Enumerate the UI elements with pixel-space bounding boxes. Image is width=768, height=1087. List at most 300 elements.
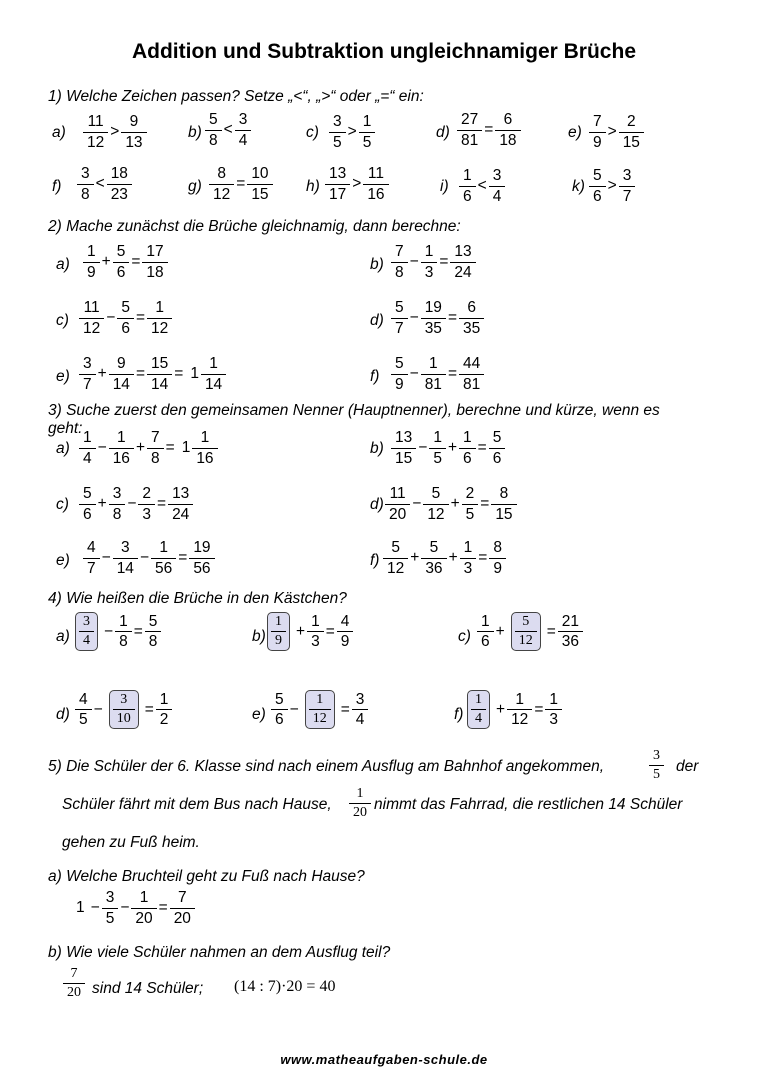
fraction (461, 168, 474, 204)
operator: < (95, 175, 105, 192)
fraction (423, 540, 444, 576)
operator: > (110, 123, 120, 140)
denominator: 8 (109, 504, 126, 523)
numerator: 5 (121, 299, 130, 316)
answer-b-calculation: (14 : 7)·20 = 40 (234, 978, 336, 995)
operator: − (139, 549, 149, 566)
item-label: c) (458, 628, 471, 645)
operator: = (484, 121, 494, 138)
denominator: 4 (489, 186, 506, 205)
question-a: a) Welche Bruchteil geht zu Fuß nach Hause? (48, 868, 365, 885)
numerator: 4 (79, 690, 88, 708)
denominator: 8 (77, 184, 94, 203)
problem-text-line-1-end: der (676, 758, 699, 775)
fraction (158, 692, 171, 728)
denominator: 9 (391, 374, 408, 393)
fraction (81, 486, 94, 522)
operator: = (236, 175, 246, 192)
numerator: 13 (329, 165, 347, 182)
denominator: 20 (131, 908, 156, 927)
numerator: 3 (492, 167, 502, 184)
whole-number: 1 (181, 439, 191, 456)
numerator: 1 (209, 355, 218, 372)
numerator: 3 (105, 889, 115, 906)
numerator: 1 (515, 690, 524, 708)
fraction (309, 614, 322, 650)
item-label: a) (56, 256, 70, 273)
denominator: 15 (619, 132, 644, 151)
denominator: 8 (145, 631, 162, 650)
operator: = (133, 622, 143, 640)
fraction-seven-twentieths: $\frac{7}{20}$ (64, 966, 84, 1000)
numerator: 1 (87, 243, 96, 260)
denominator: 14 (113, 558, 138, 577)
answer-box (267, 612, 290, 651)
denominator: 12 (507, 709, 532, 728)
item-label: a) (56, 440, 70, 457)
numerator: 3 (81, 165, 90, 182)
fraction (111, 356, 132, 392)
fraction (339, 614, 352, 650)
operator: = (447, 309, 457, 326)
equation (84, 244, 167, 280)
operator: = (174, 365, 184, 382)
denominator: 8 (391, 262, 408, 281)
fraction (81, 430, 94, 466)
numerator: 2 (142, 485, 151, 502)
operator: − (127, 495, 137, 512)
numerator: 9 (117, 355, 126, 372)
numerator: 1 (159, 690, 169, 708)
fraction (211, 166, 232, 202)
item-label: i) (440, 178, 449, 195)
denominator: 3 (421, 262, 438, 281)
operator: = (480, 495, 490, 512)
denominator: 23 (107, 184, 132, 203)
equation (392, 430, 504, 466)
denominator: 4 (79, 448, 96, 467)
comparison-expression (78, 166, 131, 202)
numerator: 4 (87, 539, 96, 556)
numerator: 13 (172, 485, 190, 502)
numerator: 3 (238, 111, 248, 128)
numerator: 5 (395, 355, 404, 372)
denominator: 24 (450, 262, 475, 281)
fraction (149, 430, 162, 466)
section-4-heading: 4) Wie heißen die Brüche in den Kästchen? (48, 590, 347, 607)
numerator: 1 (429, 355, 438, 372)
denominator: 7 (83, 558, 100, 577)
denominator: 18 (142, 262, 167, 281)
fraction (493, 486, 514, 522)
fraction (85, 114, 106, 150)
operator: = (131, 253, 141, 270)
fraction (393, 430, 414, 466)
fraction (140, 486, 153, 522)
fraction (560, 614, 581, 650)
numerator: 5 (593, 167, 602, 184)
fraction (207, 112, 220, 148)
numerator: 13 (454, 243, 472, 260)
fraction (461, 430, 474, 466)
comparison-expression (590, 168, 634, 204)
comparison-expression (206, 112, 250, 148)
denominator: 16 (363, 184, 388, 203)
denominator: 4 (471, 709, 486, 726)
item-label: g) (188, 178, 202, 195)
page-title: Addition und Subtraktion ungleichnamiger Brüche (131, 40, 636, 63)
numerator: 15 (151, 355, 169, 372)
numerator: 17 (146, 243, 164, 260)
numerator: 1 (463, 429, 472, 446)
denominator: 12 (383, 558, 408, 577)
fraction (423, 356, 444, 392)
operator: = (135, 365, 145, 382)
denominator: 12 (79, 318, 104, 337)
denominator: 6 (113, 262, 130, 281)
numerator: 1 (311, 612, 320, 630)
denominator: 15 (391, 448, 416, 467)
answer-box (511, 612, 541, 651)
operator: − (90, 899, 100, 916)
operator: − (120, 899, 130, 916)
numerator: 3 (83, 614, 90, 629)
denominator: 6 (79, 504, 96, 523)
fraction (393, 356, 406, 392)
fraction (452, 244, 473, 280)
operator: = (135, 309, 145, 326)
item-label: d) (370, 496, 384, 513)
denominator: 6 (271, 709, 288, 728)
fraction (111, 430, 132, 466)
numerator: 3 (121, 539, 130, 556)
operator: = (165, 439, 175, 456)
numerator: 3 (355, 690, 365, 708)
numerator: 1 (139, 889, 149, 906)
denominator: 9 (489, 558, 506, 577)
equation (392, 244, 475, 280)
numerator: 19 (424, 299, 442, 316)
fraction (149, 356, 170, 392)
numerator: 5 (522, 614, 530, 629)
footer-website: www.matheaufgaben-schule.de (280, 1052, 488, 1067)
denominator: 56 (189, 558, 214, 577)
box-equation (272, 690, 367, 729)
numerator: 1 (424, 243, 434, 260)
operator: + (296, 622, 306, 640)
fraction (79, 166, 92, 202)
item-label: c) (56, 496, 69, 513)
operator: = (477, 439, 487, 456)
item-label: f) (454, 706, 464, 723)
numerator: 2 (465, 485, 475, 502)
denominator: 9 (589, 132, 606, 151)
equation (392, 356, 483, 392)
fraction (111, 486, 124, 522)
fraction (423, 244, 436, 280)
fraction (509, 692, 530, 728)
answer-b-text: sind 14 Schüler; (92, 980, 204, 997)
operator: + (135, 439, 145, 456)
fraction (191, 540, 212, 576)
fraction (237, 112, 250, 148)
operator: + (495, 622, 505, 640)
numerator: 7 (151, 429, 160, 446)
fraction (81, 356, 94, 392)
denominator: 81 (459, 374, 484, 393)
equation (384, 540, 505, 576)
numerator: 2 (627, 113, 636, 130)
operator: = (447, 365, 457, 382)
numerator: 11 (87, 113, 104, 130)
denominator: 6 (477, 631, 494, 650)
operator: − (409, 253, 419, 270)
operator: = (158, 899, 168, 916)
fraction (273, 692, 286, 728)
numerator: 5 (395, 299, 404, 316)
denominator: 15 (491, 504, 516, 523)
numerator: 1 (463, 167, 472, 184)
operator: = (478, 549, 488, 566)
numerator: 44 (463, 355, 481, 372)
numerator: 5 (116, 243, 126, 260)
numerator: 1 (549, 690, 558, 708)
item-label: f) (52, 178, 62, 195)
denominator: 16 (109, 448, 134, 467)
item-label: b) (370, 256, 384, 273)
fraction (461, 356, 482, 392)
section-3-heading-cont: geht: (48, 420, 83, 437)
denominator: 81 (421, 374, 446, 393)
numerator: 6 (467, 299, 476, 316)
fraction (621, 168, 634, 204)
denominator: 7 (391, 318, 408, 337)
numerator: 1 (316, 692, 324, 707)
whole-number: 1 (190, 365, 199, 382)
denominator: 56 (151, 558, 176, 577)
numerator: 7 (178, 889, 187, 906)
denominator: 9 (271, 631, 286, 648)
operator: − (412, 495, 422, 512)
fraction (273, 615, 284, 648)
operator: > (352, 175, 362, 192)
fraction (361, 114, 374, 150)
fraction (591, 168, 604, 204)
fraction (591, 114, 604, 150)
operator: = (178, 549, 188, 566)
numerator: 11 (83, 299, 100, 316)
denominator: 6 (117, 318, 134, 337)
box-equation (464, 690, 561, 729)
fraction (365, 166, 386, 202)
numerator: 5 (492, 429, 502, 446)
fraction (170, 486, 191, 522)
fraction (387, 486, 408, 522)
numerator: 1 (433, 429, 442, 446)
comparison-expression (458, 112, 520, 148)
denominator: 10 (113, 709, 135, 726)
item-label: d) (436, 124, 450, 141)
equation (392, 300, 483, 336)
fraction (479, 614, 492, 650)
operator: > (347, 123, 357, 140)
fraction (133, 890, 154, 926)
operator: − (101, 549, 111, 566)
answer-box (467, 690, 490, 729)
fraction (77, 692, 90, 728)
item-label: e) (568, 124, 582, 141)
denominator: 81 (457, 130, 482, 149)
denominator: 7 (79, 374, 96, 393)
section-3-heading: 3) Suche zuerst den gemeinsamen Nenner (Hauptnenner), berechne und kürze, wenn es (48, 402, 660, 419)
fraction (144, 244, 165, 280)
item-label: a) (52, 124, 66, 141)
denominator: 35 (459, 318, 484, 337)
numerator: 5 (391, 539, 400, 556)
numerator: 7 (395, 243, 404, 260)
fraction (149, 300, 170, 336)
operator: − (97, 439, 107, 456)
fraction (462, 540, 475, 576)
box-equation (478, 612, 582, 651)
comparison-expression (210, 166, 272, 202)
problem-text-line-2-end: nimmt das Fahrrad, die restlichen 14 Schüler (374, 796, 683, 813)
equation (80, 300, 171, 336)
fraction (423, 300, 444, 336)
fraction-three-fifths: $\frac{3}{5}$ (650, 748, 663, 782)
denominator: 8 (147, 448, 164, 467)
numerator: 5 (429, 539, 439, 556)
numerator: 1 (83, 429, 92, 446)
fraction (123, 114, 144, 150)
denominator: 3 (138, 504, 155, 523)
denominator: 16 (192, 448, 217, 467)
numerator: 11 (389, 485, 406, 502)
fraction (109, 166, 130, 202)
denominator: 4 (352, 709, 369, 728)
numerator: 13 (395, 429, 413, 446)
numerator: 5 (431, 485, 441, 502)
answer-box (75, 612, 98, 651)
operator: = (325, 622, 335, 640)
numerator: 3 (83, 355, 92, 372)
item-label: e) (56, 552, 70, 569)
fraction (249, 166, 270, 202)
box-equation (264, 612, 352, 651)
denominator: 4 (79, 631, 94, 648)
item-label: d) (56, 706, 70, 723)
fraction-one-twentieth: $\frac{1}{20}$ (350, 786, 370, 820)
operator: − (106, 309, 116, 326)
denominator: 20 (385, 504, 410, 523)
fraction (104, 890, 117, 926)
numerator: 1 (159, 539, 168, 556)
numerator: 1 (155, 299, 164, 316)
numerator: 10 (251, 165, 269, 182)
item-label: b) (370, 440, 384, 457)
denominator: 5 (359, 132, 376, 151)
operator: − (289, 700, 299, 718)
item-label: b) (188, 124, 202, 141)
comparison-expression (330, 114, 374, 150)
denominator: 18 (495, 130, 520, 149)
fraction (354, 692, 367, 728)
equation (80, 356, 225, 392)
operator: < (477, 177, 487, 194)
operator: + (496, 700, 506, 718)
numerator: 8 (499, 485, 509, 502)
operator: < (223, 121, 233, 138)
denominator: 5 (429, 448, 446, 467)
denominator: 5 (329, 132, 346, 151)
equation (80, 486, 192, 522)
denominator: 36 (558, 631, 583, 650)
denominator: 12 (423, 504, 448, 523)
numerator: 1 (117, 429, 126, 446)
denominator: 5 (102, 908, 119, 927)
fraction (385, 540, 406, 576)
section-1-heading: 1) Welche Zeichen passen? Setze „<“, „>“ oder „=“ ein: (48, 88, 424, 105)
denominator: 6 (459, 186, 476, 205)
comparison-expression (326, 166, 388, 202)
equation (386, 486, 516, 522)
fraction (172, 890, 193, 926)
denominator: 5 (462, 504, 479, 523)
fraction (497, 112, 518, 148)
denominator: 12 (209, 184, 234, 203)
numerator: 3 (622, 167, 632, 184)
denominator: 12 (309, 709, 331, 726)
denominator: 9 (337, 631, 354, 650)
answer-box (109, 690, 139, 729)
fraction (153, 540, 174, 576)
denominator: 6 (459, 448, 476, 467)
operator: = (534, 700, 544, 718)
numerator: 1 (362, 113, 372, 130)
operator: + (410, 549, 420, 566)
numerator: 9 (129, 113, 139, 130)
fraction (194, 430, 215, 466)
fraction (81, 615, 92, 648)
numerator: 5 (275, 690, 284, 708)
operator: + (450, 495, 460, 512)
fraction (203, 356, 224, 392)
operator: + (97, 365, 107, 382)
comparison-expression (84, 114, 146, 150)
item-label: b) (252, 628, 266, 645)
fraction (85, 540, 98, 576)
item-label: f) (370, 368, 380, 385)
fraction (517, 615, 535, 648)
item-label: a) (56, 628, 70, 645)
numerator: 21 (561, 612, 579, 630)
fraction (115, 693, 133, 726)
denominator: 14 (201, 374, 226, 393)
denominator: 5 (75, 709, 92, 728)
fraction (491, 540, 504, 576)
operator: + (101, 253, 111, 270)
item-label: k) (572, 178, 585, 195)
fraction (464, 486, 477, 522)
fraction (547, 692, 560, 728)
fraction (621, 114, 642, 150)
denominator: 3 (307, 631, 324, 650)
question-b: b) Wie viele Schüler nahmen an dem Ausflug teil? (48, 944, 391, 961)
operator: + (447, 439, 457, 456)
denominator: 35 (421, 318, 446, 337)
item-label: h) (306, 178, 320, 195)
comparison-expression (460, 168, 504, 204)
